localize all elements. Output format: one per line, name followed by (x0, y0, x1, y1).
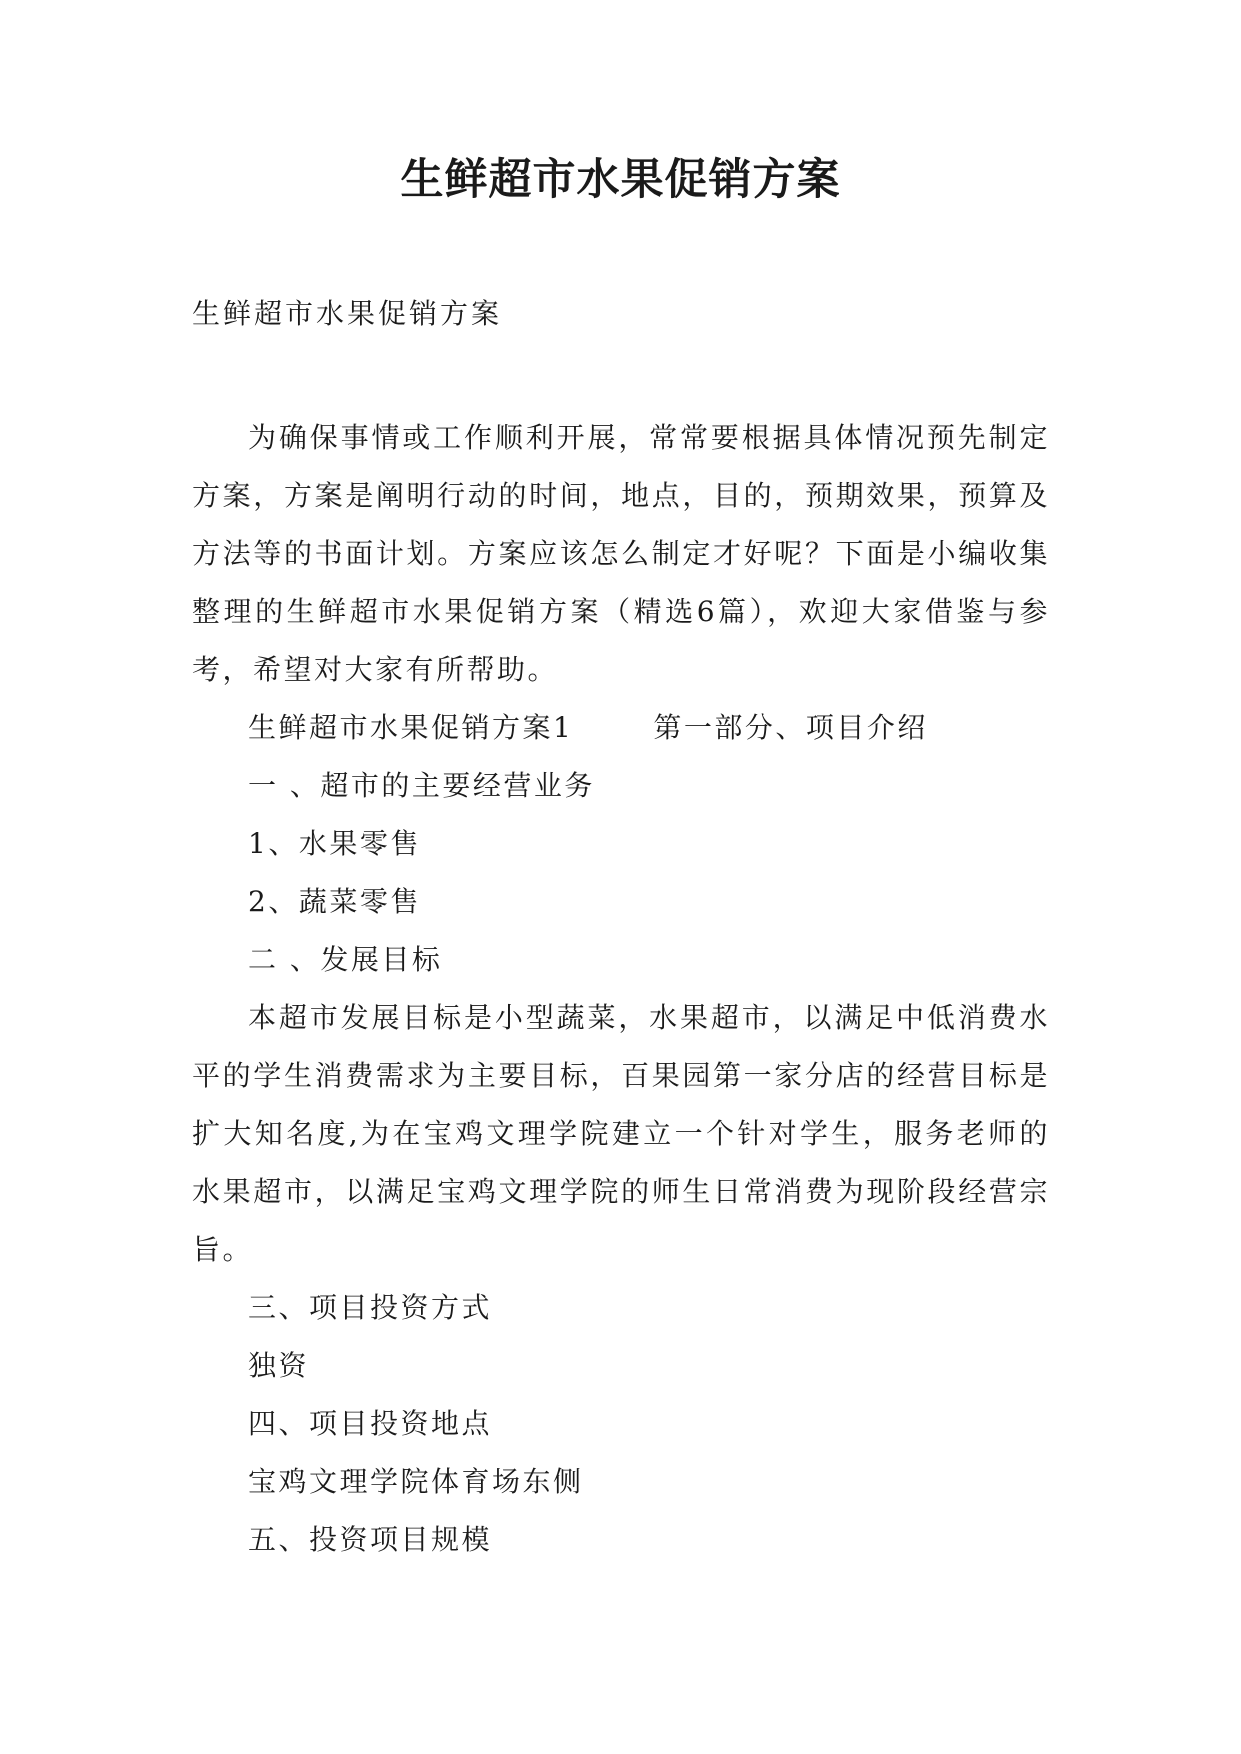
investment-method-value: 独资 (248, 1349, 310, 1382)
document-body (192, 409, 1050, 1569)
goal-paragraph: 本超市发展目标是小型蔬菜，水果超市，以满足中低消费水平的学生消费需求为主要目标，百果园第一家分店的经营目标是扩大知名度,为在宝鸡文理学院建立一个针对学生，服务老师的水果超市，以满足宝鸡文理学院的师生日常消费为现阶段经营宗旨。 (192, 1001, 1050, 1266)
section-heading (192, 699, 1050, 757)
intro-paragraph: 为确保事情或工作顺利开展，常常要根据具体情况预先制定方案，方案是阐明行动的时间，地点，目的，预期效果，预算及方法等的书面计划。方案应该怎么制定才好呢？下面是小编收集整理的生鲜超市水果促销方案（精选6篇），欢迎大家借鉴与参考，希望对大家有所帮助。 (192, 421, 1050, 686)
heading-development-goal: 二 、发展目标 (248, 943, 443, 976)
heading-investment-location: 四、项目投资地点 (248, 1407, 493, 1440)
heading-main-business: 一 、超市的主要经营业务 (248, 769, 595, 802)
document-subtitle: 生鲜超市水果促销方案 (192, 297, 503, 330)
section-heading-title: 生鲜超市水果促销方案1 (248, 711, 574, 744)
section-heading-part: 第一部分、项目介绍 (653, 711, 928, 744)
investment-location-value: 宝鸡文理学院体育场东侧 (248, 1465, 584, 1498)
document-title: 生鲜超市水果促销方案 (400, 155, 841, 205)
heading-investment-method: 三、项目投资方式 (248, 1291, 493, 1324)
heading-investment-scale: 五、投资项目规模 (248, 1523, 493, 1556)
list-item-vegetable-retail: 2、蔬菜零售 (248, 885, 421, 918)
list-item-fruit-retail: 1、水果零售 (248, 827, 421, 860)
